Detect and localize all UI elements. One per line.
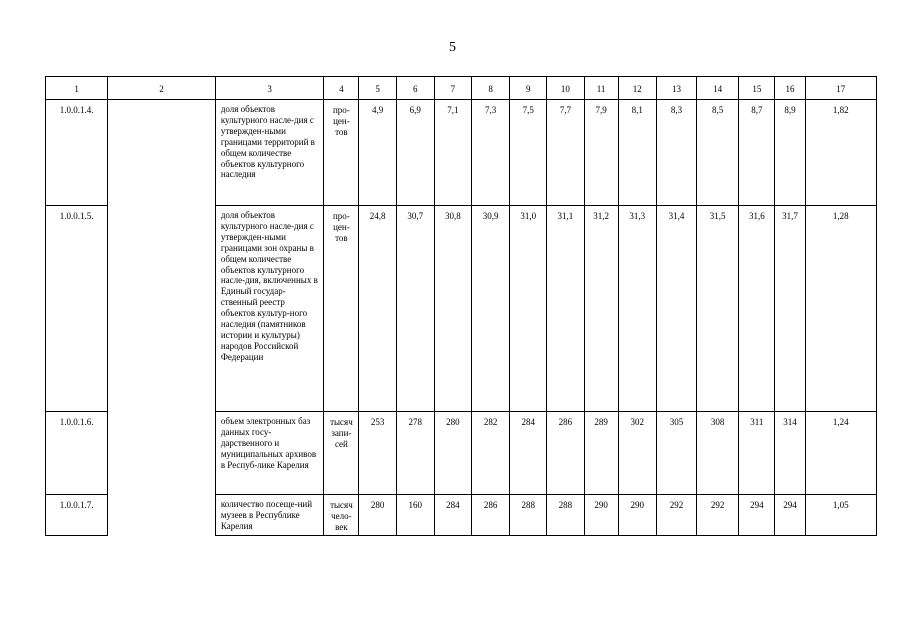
column-header: 5 — [359, 77, 396, 100]
value-cell: 311 — [739, 412, 775, 495]
column-header: 16 — [775, 77, 805, 100]
value-cell: 7,7 — [547, 100, 584, 206]
value-cell: 31,5 — [697, 206, 739, 412]
column-header: 8 — [472, 77, 510, 100]
column-header: 9 — [510, 77, 547, 100]
page-number: 5 — [449, 40, 456, 55]
column-header: 12 — [618, 77, 656, 100]
value-cell: 305 — [656, 412, 696, 495]
value-cell: 280 — [434, 412, 471, 495]
value-cell: 31,6 — [739, 206, 775, 412]
row-code: 1.0.0.1.7. — [46, 495, 108, 536]
row-description: количество посеще-ний музеев в Республике Карелия — [215, 495, 324, 536]
row-description: объем электронных баз данных госу-дарственного и муниципальных архивов в Респуб-лике Карелия — [215, 412, 324, 495]
value-cell: 8,3 — [656, 100, 696, 206]
value-cell: 30,7 — [396, 206, 434, 412]
indicator-table — [45, 76, 877, 536]
row-unit: тысяч запи-сей — [324, 412, 359, 495]
value-cell: 31,1 — [547, 206, 584, 412]
column-header: 2 — [108, 77, 216, 100]
row-unit: про-цен-тов — [324, 206, 359, 412]
value-cell: 284 — [510, 412, 547, 495]
row-unit: тысяч чело-век — [324, 495, 359, 536]
value-cell: 7,3 — [472, 100, 510, 206]
column-header: 3 — [215, 77, 324, 100]
value-cell: 31,2 — [584, 206, 618, 412]
value-cell: 8,7 — [739, 100, 775, 206]
value-cell: 290 — [584, 495, 618, 536]
value-cell: 1,05 — [805, 495, 876, 536]
value-cell: 1,24 — [805, 412, 876, 495]
value-cell: 253 — [359, 412, 396, 495]
row-code: 1.0.0.1.5. — [46, 206, 108, 412]
column-header: 6 — [396, 77, 434, 100]
value-cell: 286 — [472, 495, 510, 536]
value-cell: 31,4 — [656, 206, 696, 412]
row-description: доля объектов культурного насле-дия с утвержден-ными границами зон охраны в общем количестве объектов культурного насле-дия, включенных в Единый государ-ственный реестр объектов культур-ного наследия (памятников истории и культуры) народов Российской Федерации — [215, 206, 324, 412]
value-cell: 286 — [547, 412, 584, 495]
row-description: доля объектов культурного насле-дия с утвержден-ными границами территорий в общем количестве объектов культурного наследия — [215, 100, 324, 206]
value-cell: 1,28 — [805, 206, 876, 412]
value-cell: 288 — [510, 495, 547, 536]
value-cell: 292 — [656, 495, 696, 536]
value-cell: 1,82 — [805, 100, 876, 206]
column-header: 7 — [434, 77, 471, 100]
value-cell: 308 — [697, 412, 739, 495]
value-cell: 278 — [396, 412, 434, 495]
value-cell: 294 — [775, 495, 805, 536]
value-cell: 30,8 — [434, 206, 471, 412]
value-cell: 31,0 — [510, 206, 547, 412]
value-cell: 4,9 — [359, 100, 396, 206]
column-header: 15 — [739, 77, 775, 100]
empty-cell — [108, 100, 216, 536]
column-header: 14 — [697, 77, 739, 100]
value-cell: 294 — [739, 495, 775, 536]
column-header: 1 — [46, 77, 108, 100]
value-cell: 8,5 — [697, 100, 739, 206]
value-cell: 284 — [434, 495, 471, 536]
value-cell: 30,9 — [472, 206, 510, 412]
value-cell: 31,3 — [618, 206, 656, 412]
column-header: 11 — [584, 77, 618, 100]
value-cell: 160 — [396, 495, 434, 536]
value-cell: 7,5 — [510, 100, 547, 206]
row-code: 1.0.0.1.6. — [46, 412, 108, 495]
value-cell: 24,8 — [359, 206, 396, 412]
value-cell: 6,9 — [396, 100, 434, 206]
value-cell: 7,9 — [584, 100, 618, 206]
value-cell: 289 — [584, 412, 618, 495]
table-row — [46, 100, 877, 206]
column-header: 4 — [324, 77, 359, 100]
value-cell: 292 — [697, 495, 739, 536]
value-cell: 290 — [618, 495, 656, 536]
value-cell: 8,1 — [618, 100, 656, 206]
row-unit: про-цен-тов — [324, 100, 359, 206]
value-cell: 31,7 — [775, 206, 805, 412]
value-cell: 314 — [775, 412, 805, 495]
value-cell: 7,1 — [434, 100, 471, 206]
table-header-row — [46, 77, 877, 100]
value-cell: 302 — [618, 412, 656, 495]
column-header: 13 — [656, 77, 696, 100]
row-code: 1.0.0.1.4. — [46, 100, 108, 206]
value-cell: 288 — [547, 495, 584, 536]
value-cell: 8,9 — [775, 100, 805, 206]
value-cell: 282 — [472, 412, 510, 495]
column-header: 10 — [547, 77, 584, 100]
column-header: 17 — [805, 77, 876, 100]
value-cell: 280 — [359, 495, 396, 536]
